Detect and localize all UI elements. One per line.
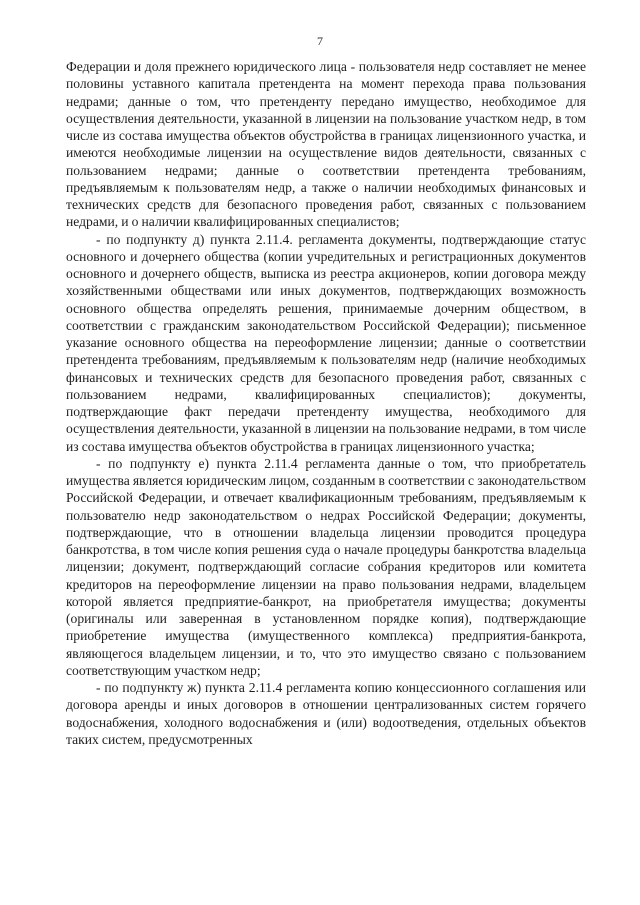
document-body [66, 58, 586, 748]
paragraph-subitem-d: - по подпункту д) пункта 2.11.4. регламента документы, подтверждающие статус основного и дочернего общества (копии учредительных и регистрационных документов основного и дочернего обществ, выписка из реестра акционеров, копии договора между хозяйственными обществами или иных документов, подтверждающих возможность основного общества определять решения, принимаемые дочерним обществом, в соответствии с гражданским законодательством Российской Федерации); письменное указание основного общества на переоформление лицензии; данные о соответствии претендента требованиям, предъявляемым к пользователям недр (наличие необходимых финансовых и технических средств для безопасного проведения работ, связанных с пользованием недрами, квалифицированных специалистов); документы, подтверждающие факт передачи претенденту имущества, необходимого для осуществления деятельности, указанной в лицензии на пользование недрами, в том числе из состава имущества объектов обустройства в границах лицензионного участка; [66, 231, 586, 454]
page-number: 7 [317, 34, 323, 48]
paragraph-continuation: Федерации и доля прежнего юридического лица - пользователя недр составляет не менее половины уставного капитала претендента на момент перехода права пользования недрами; данные о том, что претенденту передано имущество, необходимое для осуществления деятельности, указанной в лицензии на пользование участком недр, в том числе из состава имущества объектов обустройства в границах лицензионного участка, и имеются необходимые лицензии на осуществление видов деятельности, связанных с пользованием недрами; данные о соответствии претендента требованиям, предъявляемым к пользователям недр, а также о наличии необходимых финансовых и технических средств для безопасного проведения работ, связанных с пользованием недрами, и о наличии квалифицированных специалистов; [66, 59, 586, 230]
paragraph-subitem-zh: - по подпункту ж) пункта 2.11.4 регламента копию концессионного соглашения или договора аренды и иных договоров в отношении централизованных систем горячего водоснабжения, холодного водоснабжения и (или) водоотведения, отдельных объектов таких систем, предусмотренных [66, 680, 586, 747]
paragraph-subitem-e: - по подпункту е) пункта 2.11.4 регламента данные о том, что приобретатель имущества является юридическим лицом, созданным в соответствии с законодательством Российской Федерации, и отвечает квалификационным требованиям, предъявляемым к пользователю недр законодательством о недрах Российской Федерации; документы, подтверждающие, что в отношении владельца лицензии проводится процедура банкротства, в том числе копия решения суда о начале процедуры банкротства владельца лицензии; документ, подтверждающий согласие собрания кредиторов или комитета кредиторов на переоформление лицензии на право пользования недрами, владельцем которой является предприятие-банкрот, на приобретателя имущества; документы (оригиналы или заверенная в установленном порядке копия), подтверждающие приобретение имущества (имущественного комплекса) предприятия-банкрота, являющегося владельцем лицензии, и то, что это имущество связано с пользованием соответствующим участком недр; [66, 455, 586, 678]
